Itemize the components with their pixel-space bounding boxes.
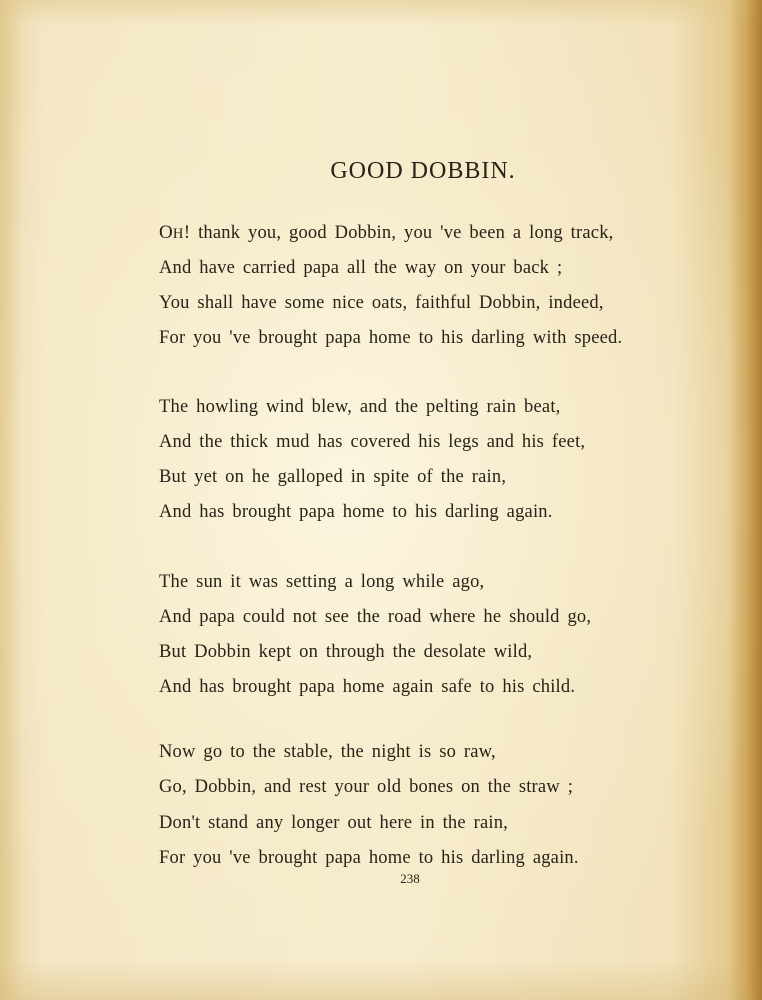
poem-line-1 — [159, 221, 613, 246]
poem-line-9: The sun it was setting a long while ago, — [159, 572, 485, 592]
page-edge-shading-left — [0, 0, 22, 1000]
page-edge-shading-right — [728, 0, 762, 1000]
first-line-text: ! thank you, good Dobbin, you 've been a long track, — [183, 223, 614, 243]
poem-line-6: And the thick mud has covered his legs and his feet, — [159, 432, 586, 452]
poem-line-16: For you 've brought papa home to his darling again. — [159, 848, 579, 868]
poem-line-10: And papa could not see the road where he should go, — [159, 607, 592, 627]
poem-title: GOOD DOBBIN. — [330, 158, 516, 184]
poem-line-3: You shall have some nice oats, faithful Dobbin, indeed, — [159, 293, 604, 313]
poem-line-12: And has brought papa home again safe to his child. — [159, 677, 576, 697]
poem-line-13: Now go to the stable, the night is so raw, — [159, 742, 496, 762]
page-number: 238 — [400, 871, 420, 886]
poem-line-14: Go, Dobbin, and rest your old bones on the straw ; — [159, 777, 574, 797]
page-edge-shading-top — [0, 0, 762, 26]
poem-line-11: But Dobbin kept on through the desolate wild, — [159, 642, 533, 662]
small-cap-rest: H — [172, 226, 184, 242]
poem-line-15: Don't stand any longer out here in the rain, — [159, 813, 509, 833]
poem-line-5: The howling wind blew, and the pelting rain beat, — [159, 397, 561, 417]
poem-line-2: And have carried papa all the way on your back ; — [159, 258, 563, 278]
poem-line-8: And has brought papa home to his darling again. — [159, 502, 553, 522]
drop-small-cap-initial: O — [159, 222, 173, 243]
poem-line-4: For you 've brought papa home to his darling with speed. — [159, 328, 623, 348]
page-edge-shading-bottom — [0, 960, 762, 1000]
poem-line-7: But yet on he galloped in spite of the rain, — [159, 467, 507, 487]
